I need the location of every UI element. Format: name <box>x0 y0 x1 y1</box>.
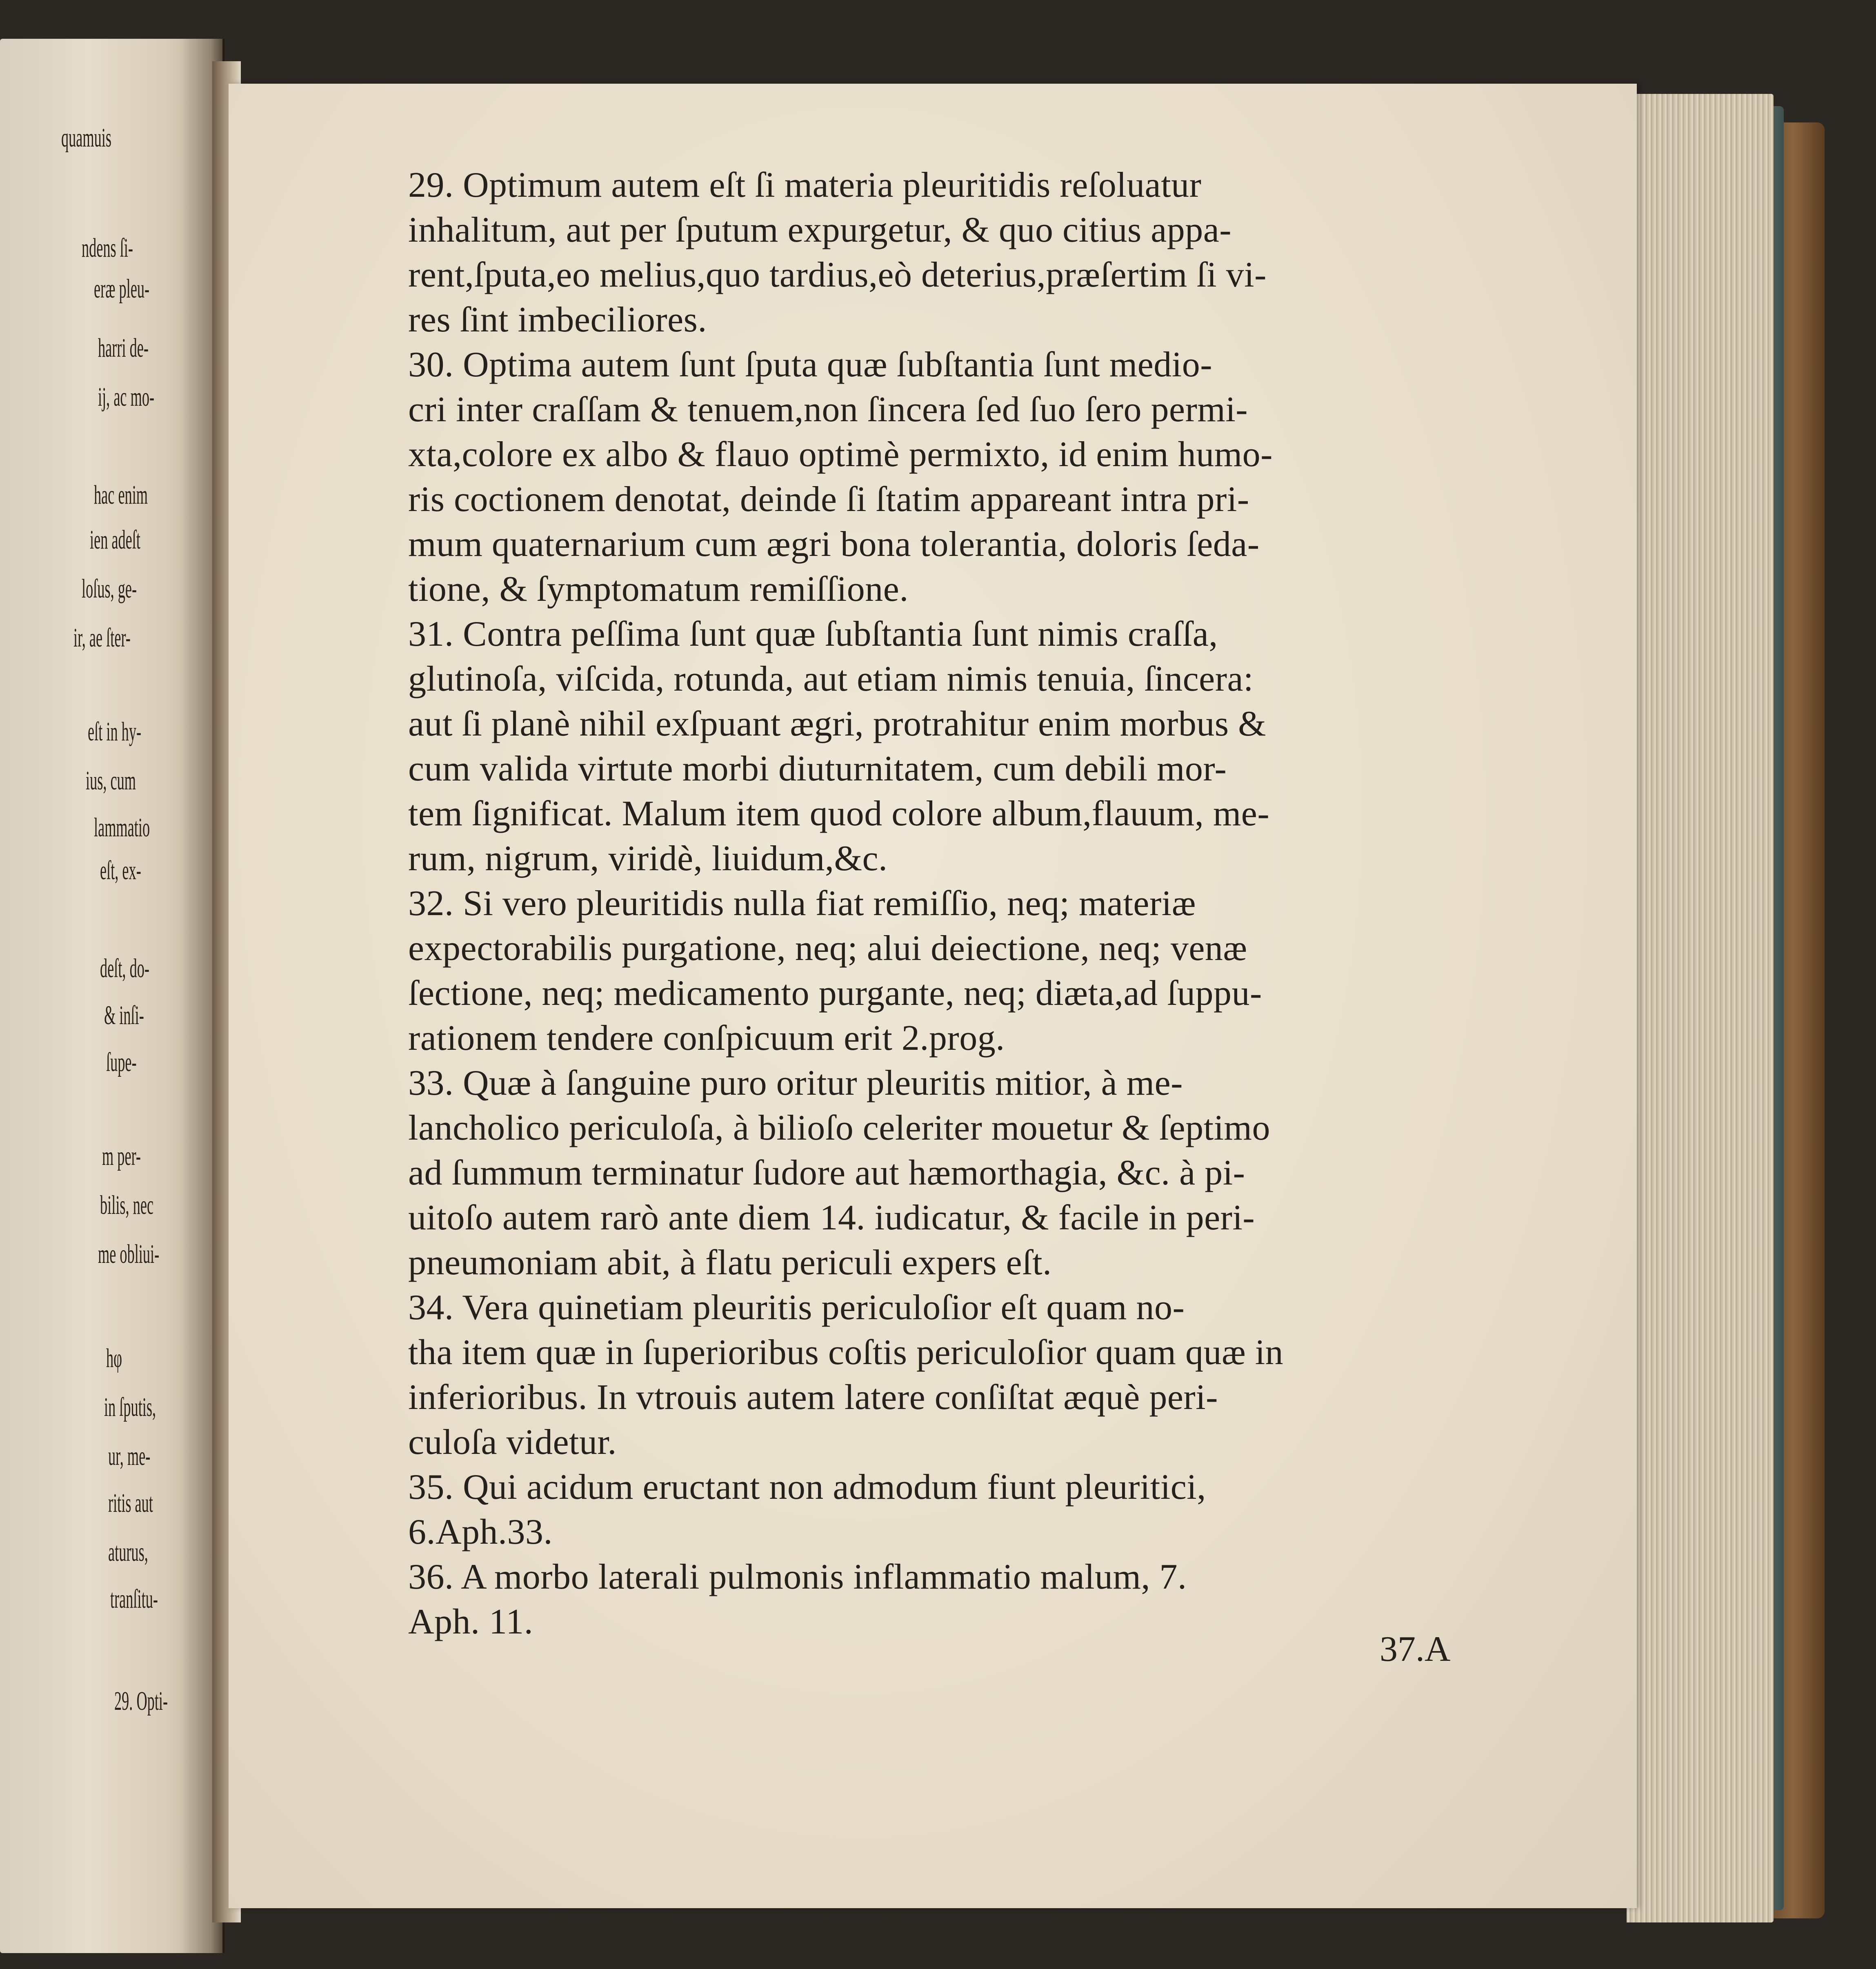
text-line: ſectione, neq; medicamento purgante, neq; diæta,ad ſuppu- <box>408 973 1262 1013</box>
left-page-line: eſt, ex- <box>100 856 141 885</box>
left-page-line: ndens ſi- <box>82 233 133 263</box>
left-page-line: eræ pleu- <box>94 274 150 304</box>
left-page-line: deſt, do- <box>100 953 149 983</box>
text-line: mum quaternarium cum ægri bona tolerantia, doloris ſeda- <box>408 524 1260 564</box>
text-line: cum valida virtute morbi diuturnitatem, cum debili mor- <box>408 749 1227 789</box>
text-line: Aph. 11. <box>408 1602 533 1642</box>
text-line: tha item quæ in ſuperioribus coſtis periculoſior quam quæ in <box>408 1333 1284 1372</box>
left-page-line: & inſi- <box>104 1000 144 1030</box>
text-line: 34. Vera quinetiam pleuritis periculoſior eſt quam no- <box>408 1288 1185 1327</box>
text-line: expectorabilis purgatione, neq; alui deiectione, neq; venæ <box>408 929 1247 968</box>
text-line: 31. Contra peſſima ſunt quæ ſubſtantia ſunt nimis craſſa, <box>408 614 1218 654</box>
text-line: 29. Optimum autem eſt ſi materia pleuritidis reſoluatur <box>408 165 1202 205</box>
left-page-line: ritis aut <box>108 1488 153 1518</box>
text-line: pneumoniam abit, à flatu periculi expers eſt. <box>408 1243 1052 1282</box>
text-line: rent,ſputa,eo melius,quo tardius,eò deterius,præſertim ſi vi- <box>408 255 1267 295</box>
left-page-line: loſus, ge- <box>82 574 137 604</box>
left-page-line: aturus, <box>108 1537 148 1567</box>
text-line: 35. Qui acidum eructant non admodum fiunt pleuritici, <box>408 1467 1206 1507</box>
left-page-line: me obliui- <box>98 1239 160 1269</box>
text-line: 36. A morbo laterali pulmonis inflammatio malum, 7. <box>408 1557 1187 1597</box>
text-line: tione, & ſymptomatum remiſſione. <box>408 569 909 609</box>
text-line: 30. Optima autem ſunt ſputa quæ ſubſtantia ſunt medio- <box>408 345 1213 384</box>
left-page-line: quamuis <box>61 123 112 153</box>
text-line: cri inter craſſam & tenuem,non ſincera ſed ſuo ſero permi- <box>408 390 1248 429</box>
text-line: 6.Aph.33. <box>408 1512 553 1552</box>
text-line: 33. Quæ à ſanguine puro oritur pleuritis mitior, à me- <box>408 1063 1183 1103</box>
text-line: ad ſummum terminatur ſudore aut hæmorthagia, &c. à pi- <box>408 1153 1245 1193</box>
left-page-line: m per- <box>102 1141 141 1171</box>
text-line: lancholico periculoſa, à bilioſo celeriter mouetur & ſeptimo <box>408 1108 1270 1148</box>
left-page-line: ien adeſt <box>90 525 140 555</box>
left-page-line: ur, me- <box>108 1441 151 1471</box>
left-page-line: ius, cum <box>86 766 136 796</box>
left-page-line: ſupe- <box>106 1047 137 1077</box>
left-page-line: eſt in hy- <box>88 717 142 747</box>
text-line: glutinoſa, viſcida, rotunda, aut etiam nimis tenuia, ſincera: <box>408 659 1254 699</box>
text-line: tem ſignificat. Malum item quod colore album,flauum, me- <box>408 794 1270 833</box>
text-line: inferioribus. In vtrouis autem latere conſiſtat æquè peri- <box>408 1378 1218 1417</box>
left-page-line: ir, ae ſter- <box>73 623 131 653</box>
text-line: rum, nigrum, viridè, liuidum,&c. <box>408 839 888 878</box>
left-page-line: tranſitu- <box>110 1584 158 1614</box>
text-line: culoſa videtur. <box>408 1422 617 1462</box>
left-page-line: hφ <box>106 1343 122 1373</box>
text-line: rationem tendere conſpicuum erit 2.prog. <box>408 1018 1005 1058</box>
left-page-line: harri de- <box>98 333 149 363</box>
page-edges <box>1627 94 1774 1922</box>
left-page-line: in ſputis, <box>104 1392 156 1422</box>
left-page-line: 29. Opti- <box>114 1686 168 1716</box>
left-page-line: bilis, nec <box>100 1190 154 1220</box>
text-line: xta,colore ex albo & flauo optimè permixto, id enim humo- <box>408 435 1273 474</box>
text-line: uitoſo autem rarò ante diem 14. iudicatur, & facile in peri- <box>408 1198 1255 1238</box>
text-line: inhalitum, aut per ſputum expurgetur, & quo citius appa- <box>408 210 1232 250</box>
text-line: 32. Si vero pleuritidis nulla fiat remiſſio, neq; materiæ <box>408 884 1196 923</box>
text-line: ris coctionem denotat, deinde ſi ſtatim appareant intra pri- <box>408 480 1249 519</box>
text-line: aut ſi planè nihil exſpuant ægri, protrahitur enim morbus & <box>408 704 1267 744</box>
left-page-line: ij, ac mo- <box>98 382 155 412</box>
catchword: 37.A <box>1380 1629 1451 1669</box>
text-line: res ſint imbeciliores. <box>408 300 707 340</box>
left-page-line: hac enim <box>94 480 148 510</box>
left-page-line: lammatio <box>94 813 150 842</box>
